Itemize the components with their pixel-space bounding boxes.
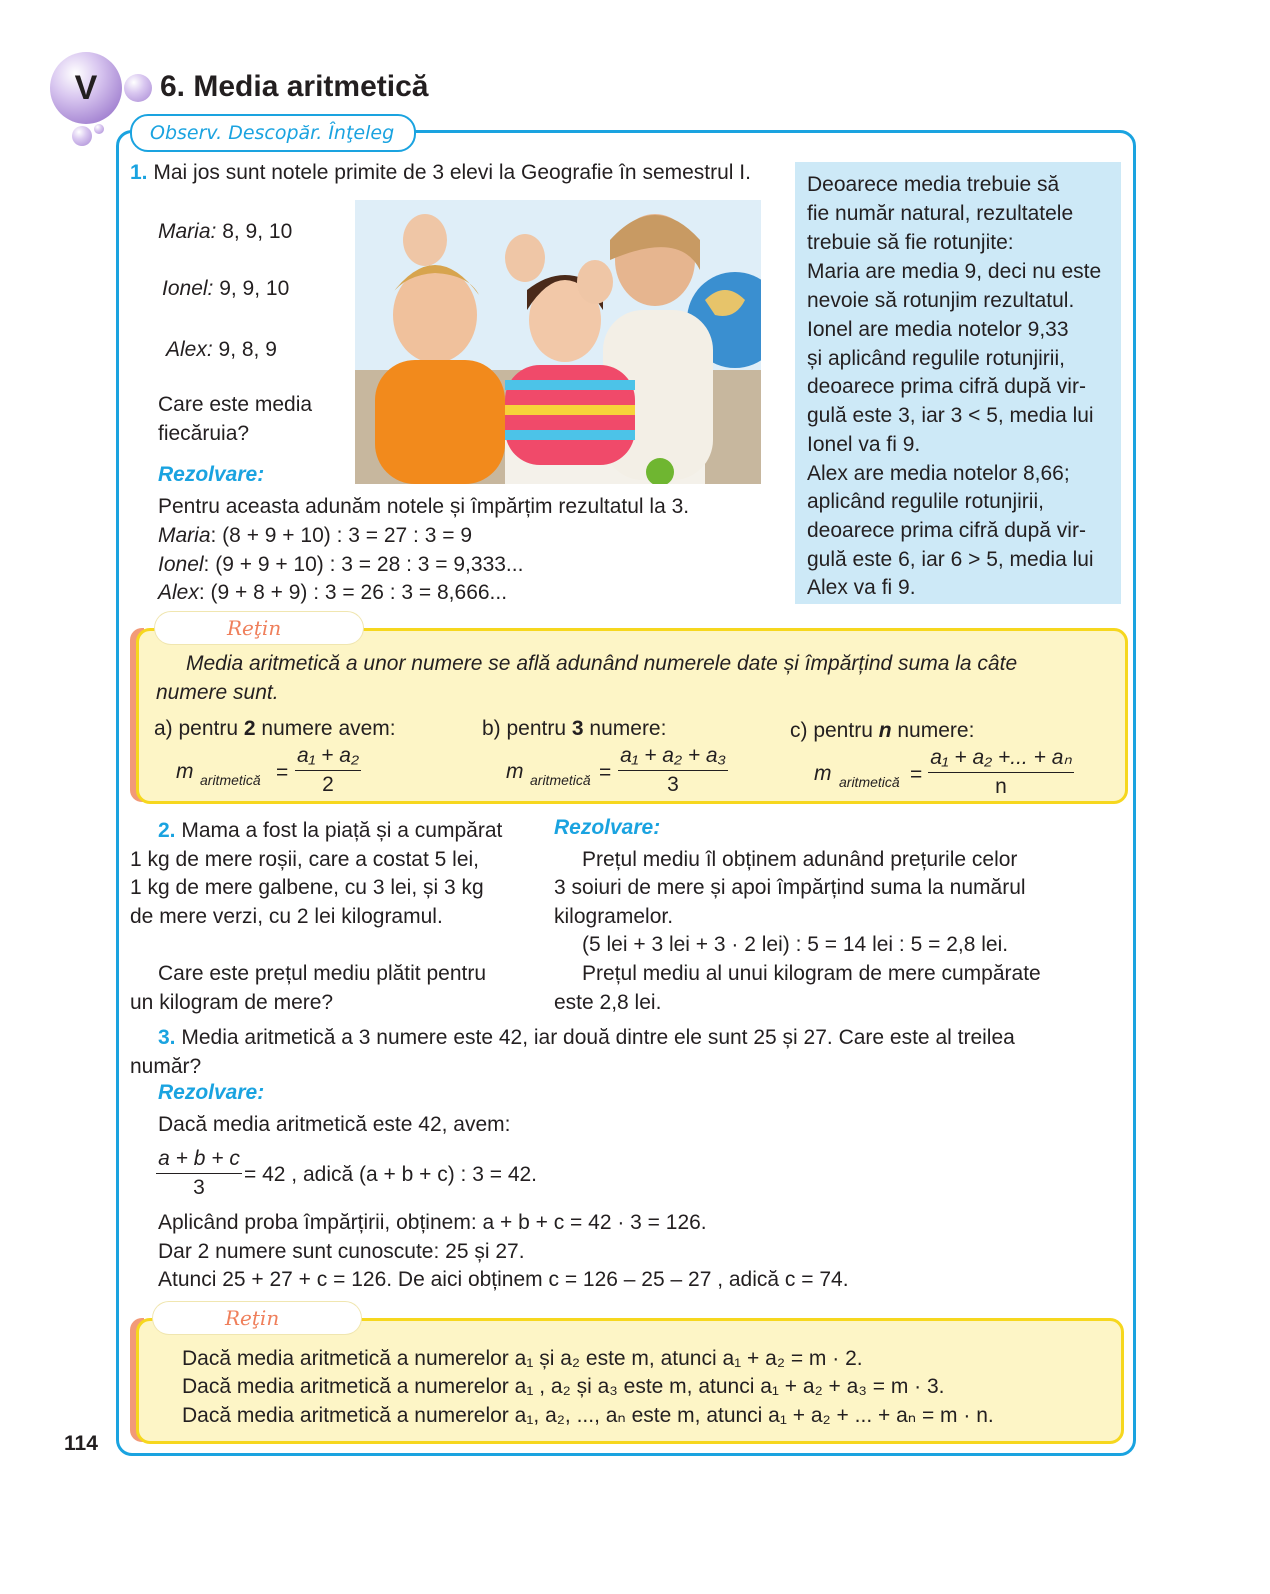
chapter-badge (50, 52, 122, 124)
note-line: Deoarece media trebuie să (807, 173, 1060, 196)
note-line: fie număr natural, rezultatele (807, 202, 1074, 225)
ex3-statement: 3. Media aritmetică a 3 numere este 42, iar două dintre ele sunt 25 și 27. Care este al treilea (158, 1026, 1015, 1049)
note-line: deoarece prima cifră după vir- (807, 375, 1086, 398)
retin-tab-2: Reţin (153, 1302, 361, 1334)
bubble-decoration (124, 74, 152, 102)
formula-a-fraction: $\frac{\text{a₁ + a₂}}{2}$ (295, 744, 361, 797)
ex3-fraction: $\frac{a + b + c}{3}$ (156, 1147, 242, 1200)
ex2-rez-line: Prețul mediu îl obținem adunând prețurile celor (582, 848, 1018, 871)
retin2-rule: Dacă media aritmetică a numerelor a₁, a₂, ..., aₙ este m, atunci a₁ + a₂ + ... + aₙ = m · n. (182, 1404, 994, 1427)
ex3-rez-line: Atunci 25 + 27 + c = 126. De aici obținem c = 126 – 25 – 27 , adică c = 74. (158, 1268, 849, 1291)
formula-a-m: m (176, 760, 194, 783)
chapter-number: V (74, 68, 98, 107)
ex1-rez-line: Pentru aceasta adunăm notele și împărțim rezultatul la 3. (158, 495, 690, 518)
page-title: 6. Media aritmetică (160, 70, 429, 103)
formula-c-fraction: $\frac{\text{a₁ + a₂ +... + aₙ}}{n}$ (928, 746, 1074, 799)
ex2-rez-line: Prețul mediu al unui kilogram de mere cumpărate (582, 962, 1041, 985)
ex1-text: Mai jos sunt notele primite de 3 elevi la Geografie în semestrul I. (153, 161, 751, 184)
ex3-rezolvare-label: Rezolvare: (158, 1081, 265, 1104)
ex1-rez-line: Alex: (9 + 8 + 9) : 3 = 26 : 3 = 8,666... (158, 581, 508, 604)
formula-c-m: m (814, 762, 832, 785)
note-line: și aplicând regulile rotunjirii, (807, 347, 1065, 370)
ex3-rez-line: Dacă media aritmetică este 42, avem: (158, 1113, 511, 1136)
grades-alex: Alex: 9, 8, 9 (166, 338, 277, 361)
ex1-rez-line: Maria: (8 + 9 + 10) : 3 = 27 : 3 = 9 (158, 524, 473, 547)
ex3-after-fraction: = 42 , adică (a + b + c) : 3 = 42. (244, 1163, 538, 1186)
retin1-definition-cont: numere sunt. (156, 681, 279, 704)
ex2-line: 1 kg de mere galbene, cu 3 lei, și 3 kg (130, 876, 484, 899)
formula-c-sub: aritmetică (839, 774, 900, 790)
note-line: Alex are media notelor 8,66; (807, 462, 1070, 485)
note-line: nevoie să rotunjim rezultatul. (807, 289, 1075, 312)
ex2-rez-line: kilogramelor. (554, 905, 674, 928)
ex2-question: un kilogram de mere? (130, 991, 334, 1014)
grades-maria: Maria: 8, 9, 10 (158, 220, 293, 243)
ex2-line: de mere verzi, cu 2 lei kilogramul. (130, 905, 443, 928)
formula-a-eq: = (276, 761, 289, 784)
bubble-decoration (72, 126, 92, 146)
bubble-decoration (94, 124, 104, 134)
ex1-question: Care este media fiecăruia? (158, 393, 313, 445)
formula-a-sub: aritmetică (200, 772, 261, 788)
retin-tab-1: Reţin (155, 612, 363, 644)
note-line: gulă este 3, iar 3 < 5, media lui (807, 404, 1094, 427)
ex3-number: 3. (158, 1026, 176, 1049)
ex2-number: 2. (158, 819, 176, 842)
ex3-statement-cont: număr? (130, 1055, 202, 1078)
ex2-rez-line: (5 lei + 3 lei + 3 · 2 lei) : 5 = 14 lei : 5 = 2,8 lei. (582, 933, 1009, 956)
note-line: Alex va fi 9. (807, 576, 916, 599)
formula-b-label: b) pentru 3 numere: (482, 717, 667, 740)
ex2-rez-line: 3 soiuri de mere și apoi împărțind suma la numărul (554, 876, 1026, 899)
note-line: Maria are media 9, deci nu este (807, 260, 1102, 283)
ex1-number: 1. (130, 161, 148, 184)
formula-b-fraction: $\frac{\text{a₁ + a₂ + a₃}}{3}$ (618, 744, 728, 797)
formula-a-label: a) pentru 2 numere avem: (154, 717, 396, 740)
note-line: gulă este 6, iar 6 > 5, media lui (807, 548, 1094, 571)
ex1-rez-line: Ionel: (9 + 9 + 10) : 3 = 28 : 3 = 9,333... (158, 553, 524, 576)
retin2-rule: Dacă media aritmetică a numerelor a₁ și a₂ este m, atunci a₁ + a₂ = m · 2. (182, 1347, 863, 1370)
ex2-rez-line: este 2,8 lei. (554, 991, 662, 1014)
formula-b-eq: = (599, 761, 612, 784)
note-line: trebuie să fie rotunjite: (807, 231, 1014, 254)
classroom-photo (355, 200, 761, 484)
ex3-rez-line: Dar 2 numere sunt cunoscute: 25 și 27. (158, 1240, 525, 1263)
ex2-line: 1 kg de mere roșii, care a costat 5 lei, (130, 848, 479, 871)
formula-c-eq: = (910, 763, 923, 786)
ex2-line: 2. Mama a fost la piață și a cumpărat (158, 819, 503, 842)
grades-ionel: Ionel: 9, 9, 10 (162, 277, 290, 300)
retin2-rule: Dacă media aritmetică a numerelor a₁ , a₂ și a₃ este m, atunci a₁ + a₂ + a₃ = m · 3. (182, 1375, 945, 1398)
rounding-note (795, 162, 1121, 604)
ex2-question: Care este prețul mediu plătit pentru (158, 962, 487, 985)
classroom-illustration (355, 200, 761, 484)
ex3-rez-line: Aplicând proba împărțirii, obținem: a + b + c = 42 · 3 = 126. (158, 1211, 707, 1234)
formula-b-m: m (506, 760, 524, 783)
note-line: aplicând regulile rotunjirii, (807, 490, 1044, 513)
ex1-rezolvare-label: Rezolvare: (158, 463, 265, 486)
note-line: Ionel are media notelor 9,33 (807, 318, 1069, 341)
section-tab: Observ. Descopăr. Înţeleg (130, 114, 416, 152)
ex2-rezolvare-label: Rezolvare: (554, 816, 661, 839)
page-number: 114 (64, 1432, 98, 1455)
formula-b-sub: aritmetică (530, 772, 591, 788)
note-line: Ionel va fi 9. (807, 433, 921, 456)
retin1-definition: Media aritmetică a unor numere se află adunând numerele date și împărțind suma la câte (186, 652, 1018, 675)
formula-c-label: c) pentru n numere: (790, 719, 975, 742)
note-line: deoarece prima cifră după vir- (807, 519, 1086, 542)
ex1-statement (130, 158, 751, 187)
